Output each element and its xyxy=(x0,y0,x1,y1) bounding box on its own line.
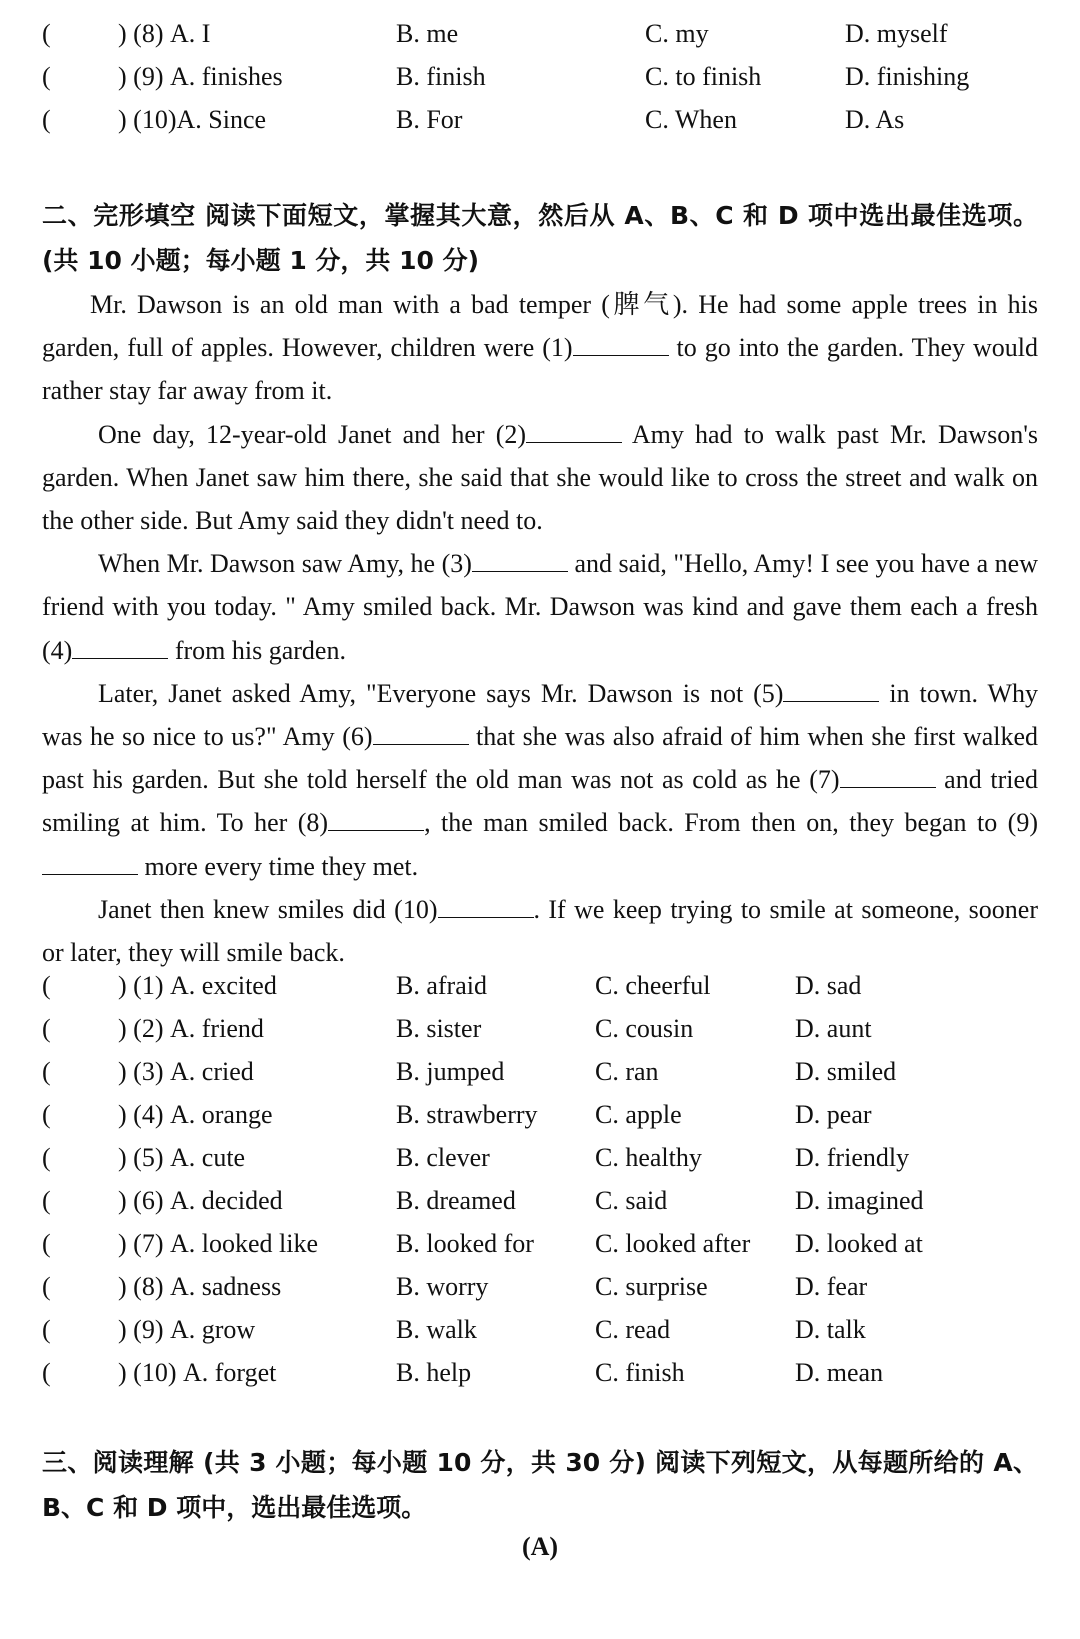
option-d: D. pear xyxy=(795,1100,872,1129)
question-number: (1) xyxy=(133,971,164,1000)
option-b: B. worry xyxy=(396,1272,489,1301)
question-number: (5) xyxy=(133,1143,164,1172)
section-heading-cloze: 二、完形填空 阅读下面短文，掌握其大意，然后从 A、B、C 和 D 项中选出最佳选项。(共 10 小题；每小题 1 分，共 10 分) xyxy=(42,201,1038,275)
answer-bracket: ( xyxy=(42,62,51,91)
answer-blank xyxy=(472,549,568,572)
answer-bracket: ( xyxy=(42,971,51,1000)
passage-text: . If we keep trying to smile at someone, sooner or later, they will smile back. xyxy=(42,894,1038,968)
passage-text: and tried smiling at him. To her (8) xyxy=(42,765,1039,838)
option-b: B. For xyxy=(396,105,463,134)
passage-paragraph xyxy=(42,283,1038,413)
option-b: B. jumped xyxy=(396,1057,505,1086)
question-number: (8) xyxy=(133,1272,164,1301)
option-c: C. finish xyxy=(595,1358,685,1387)
passage-paragraph xyxy=(42,413,1038,543)
option-b: B. looked for xyxy=(396,1229,534,1258)
passage-paragraph xyxy=(42,672,1038,888)
answer-bracket: ( xyxy=(42,19,51,48)
question-row xyxy=(42,98,1038,141)
option-d: D. imagined xyxy=(795,1186,924,1215)
option-a: A. cute xyxy=(170,1143,246,1172)
answer-bracket: ( xyxy=(42,1057,51,1086)
answer-bracket: ( xyxy=(42,1229,51,1258)
option-d: D. finishing xyxy=(845,62,970,91)
question-option-a: ) (8) A. sadness xyxy=(118,1272,282,1301)
option-a: A. grow xyxy=(170,1315,256,1344)
option-d: D. fear xyxy=(795,1272,868,1301)
option-a: A. Since xyxy=(176,105,267,134)
question-row xyxy=(42,964,1038,1007)
answer-blank xyxy=(438,895,534,918)
question-option-a: ) (6) A. decided xyxy=(118,1186,283,1215)
passage-text: more every time they met. xyxy=(138,851,419,881)
top-options-block xyxy=(42,12,1038,141)
option-d: D. looked at xyxy=(795,1229,923,1258)
answer-bracket: ( xyxy=(42,1014,51,1043)
option-b: B. clever xyxy=(396,1143,490,1172)
option-d: D. talk xyxy=(795,1315,866,1344)
answer-blank xyxy=(840,765,936,788)
question-row xyxy=(42,1179,1038,1222)
option-b: B. sister xyxy=(396,1014,482,1043)
passage-text: and said, "Hello, Amy! I see you have a new friend with you today. " Amy smiled back. Mr. Dawson was kind and gave them each a fresh (4) xyxy=(42,549,1038,665)
option-a: A. finishes xyxy=(170,62,283,91)
passage-text: Amy had to walk past Mr. Dawson's garden. When Janet saw him there, she said that she would like to cross the street and walk on the other side. But Amy said they didn't need to. xyxy=(42,419,1039,536)
answer-bracket: ( xyxy=(42,1100,51,1129)
question-number: (8) xyxy=(133,19,164,48)
option-c: C. ran xyxy=(595,1057,659,1086)
question-number: (10) xyxy=(133,1358,177,1387)
question-number: (4) xyxy=(133,1100,164,1129)
passage-text: from his garden. xyxy=(168,635,346,665)
cloze-options-block xyxy=(42,964,1038,1394)
question-option-a: ) (2) A. friend xyxy=(118,1014,264,1043)
option-a: A. cried xyxy=(170,1057,254,1086)
question-row xyxy=(42,1093,1038,1136)
cloze-passage xyxy=(42,283,1038,974)
option-b: B. dreamed xyxy=(396,1186,516,1215)
answer-bracket: ( xyxy=(42,1272,51,1301)
option-a: A. looked like xyxy=(170,1229,319,1258)
option-d: D. myself xyxy=(845,19,948,48)
option-d: D. aunt xyxy=(795,1014,872,1043)
option-a: A. I xyxy=(170,19,211,48)
section-heading-reading: 三、阅读理解 (共 3 小题；每小题 10 分，共 30 分) 阅读下列短文，从每题所给的 A、B、C 和 D 项中，选出最佳选项。 xyxy=(42,1448,1038,1522)
option-d: D. sad xyxy=(795,971,862,1000)
question-row xyxy=(42,1050,1038,1093)
passage-text: When Mr. Dawson saw Amy, he (3) xyxy=(98,549,472,579)
option-a: A. forget xyxy=(183,1358,277,1387)
option-c: C. When xyxy=(645,105,737,134)
question-number: (10) xyxy=(133,105,177,134)
answer-blank xyxy=(328,808,424,831)
question-option-a: ) (4) A. orange xyxy=(118,1100,273,1129)
question-number: (2) xyxy=(133,1014,164,1043)
option-a: A. orange xyxy=(170,1100,273,1129)
question-option-a: ) (10) A. forget xyxy=(118,1358,277,1387)
passage-text: Janet then knew smiles did (10) xyxy=(98,894,438,924)
option-b: B. walk xyxy=(396,1315,477,1344)
question-number: (3) xyxy=(133,1057,164,1086)
option-a: A. friend xyxy=(170,1014,264,1043)
option-b: B. strawberry xyxy=(396,1100,538,1129)
question-option-a: ) (9) A. finishes xyxy=(118,62,283,91)
option-d: D. mean xyxy=(795,1358,884,1387)
answer-bracket: ( xyxy=(42,1315,51,1344)
question-option-a: ) (8) A. I xyxy=(118,19,211,48)
answer-blank xyxy=(72,636,168,659)
question-option-a: ) (1) A. excited xyxy=(118,971,277,1000)
option-b: B. finish xyxy=(396,62,486,91)
question-row xyxy=(42,1308,1038,1351)
question-row xyxy=(42,1265,1038,1308)
option-d: D. smiled xyxy=(795,1057,897,1086)
option-b: B. me xyxy=(396,19,459,48)
passage-text: Mr. Dawson is an old man with a bad temper (脾气). He had some apple trees in his garden, full of apples. However, children were (1) xyxy=(42,290,1038,363)
question-option-a: ) (7) A. looked like xyxy=(118,1229,319,1258)
answer-bracket: ( xyxy=(42,1186,51,1215)
question-number: (9) xyxy=(133,1315,164,1344)
answer-blank xyxy=(526,420,622,443)
passage-text: One day, 12-year-old Janet and her (2) xyxy=(98,419,527,449)
passage-text: that she was also afraid of him when she first walked past his garden. But she told herself the old man was not as cold as he (7) xyxy=(42,722,1039,795)
question-option-a: ) (5) A. cute xyxy=(118,1143,246,1172)
answer-blank xyxy=(573,333,669,356)
option-c: C. cousin xyxy=(595,1014,694,1043)
answer-blank xyxy=(783,679,879,702)
answer-bracket: ( xyxy=(42,1143,51,1172)
answer-blank xyxy=(373,722,469,745)
option-c: C. cheerful xyxy=(595,971,711,1000)
question-row xyxy=(42,1351,1038,1394)
question-option-a: ) (9) A. grow xyxy=(118,1315,256,1344)
question-row xyxy=(42,1007,1038,1050)
passage-paragraph xyxy=(42,888,1038,974)
option-d: D. friendly xyxy=(795,1143,910,1172)
passage-paragraph xyxy=(42,542,1038,672)
answer-bracket: ( xyxy=(42,105,51,134)
option-c: C. apple xyxy=(595,1100,682,1129)
question-row xyxy=(42,55,1038,98)
option-b: B. help xyxy=(396,1358,472,1387)
question-row xyxy=(42,1222,1038,1265)
passage-text: Later, Janet asked Amy, "Everyone says Mr. Dawson is not (5) xyxy=(98,678,784,708)
option-c: C. to finish xyxy=(645,62,762,91)
question-number: (7) xyxy=(133,1229,164,1258)
option-c: C. read xyxy=(595,1315,671,1344)
question-row xyxy=(42,12,1038,55)
passage-text: to go into the garden. They would rather stay far away from it. xyxy=(42,333,1038,406)
passage-text: in town. Why was he so nice to us?" Amy (6) xyxy=(42,678,1039,752)
question-number: (9) xyxy=(133,62,164,91)
option-c: C. said xyxy=(595,1186,668,1215)
reading-part-title: (A) xyxy=(521,1532,559,1561)
question-option-a: ) (10)A. Since xyxy=(118,105,267,134)
option-b: B. afraid xyxy=(396,971,487,1000)
option-c: C. looked after xyxy=(595,1229,751,1258)
option-a: A. excited xyxy=(170,971,277,1000)
question-number: (6) xyxy=(133,1186,164,1215)
option-c: C. healthy xyxy=(595,1143,702,1172)
question-option-a: ) (3) A. cried xyxy=(118,1057,254,1086)
passage-text: , the man smiled back. From then on, they began to (9) xyxy=(424,808,1038,838)
option-c: C. my xyxy=(645,19,709,48)
option-d: D. As xyxy=(845,105,905,134)
option-a: A. decided xyxy=(170,1186,283,1215)
answer-bracket: ( xyxy=(42,1358,51,1387)
answer-blank xyxy=(42,852,138,875)
question-row xyxy=(42,1136,1038,1179)
option-c: C. surprise xyxy=(595,1272,708,1301)
option-a: A. sadness xyxy=(170,1272,282,1301)
